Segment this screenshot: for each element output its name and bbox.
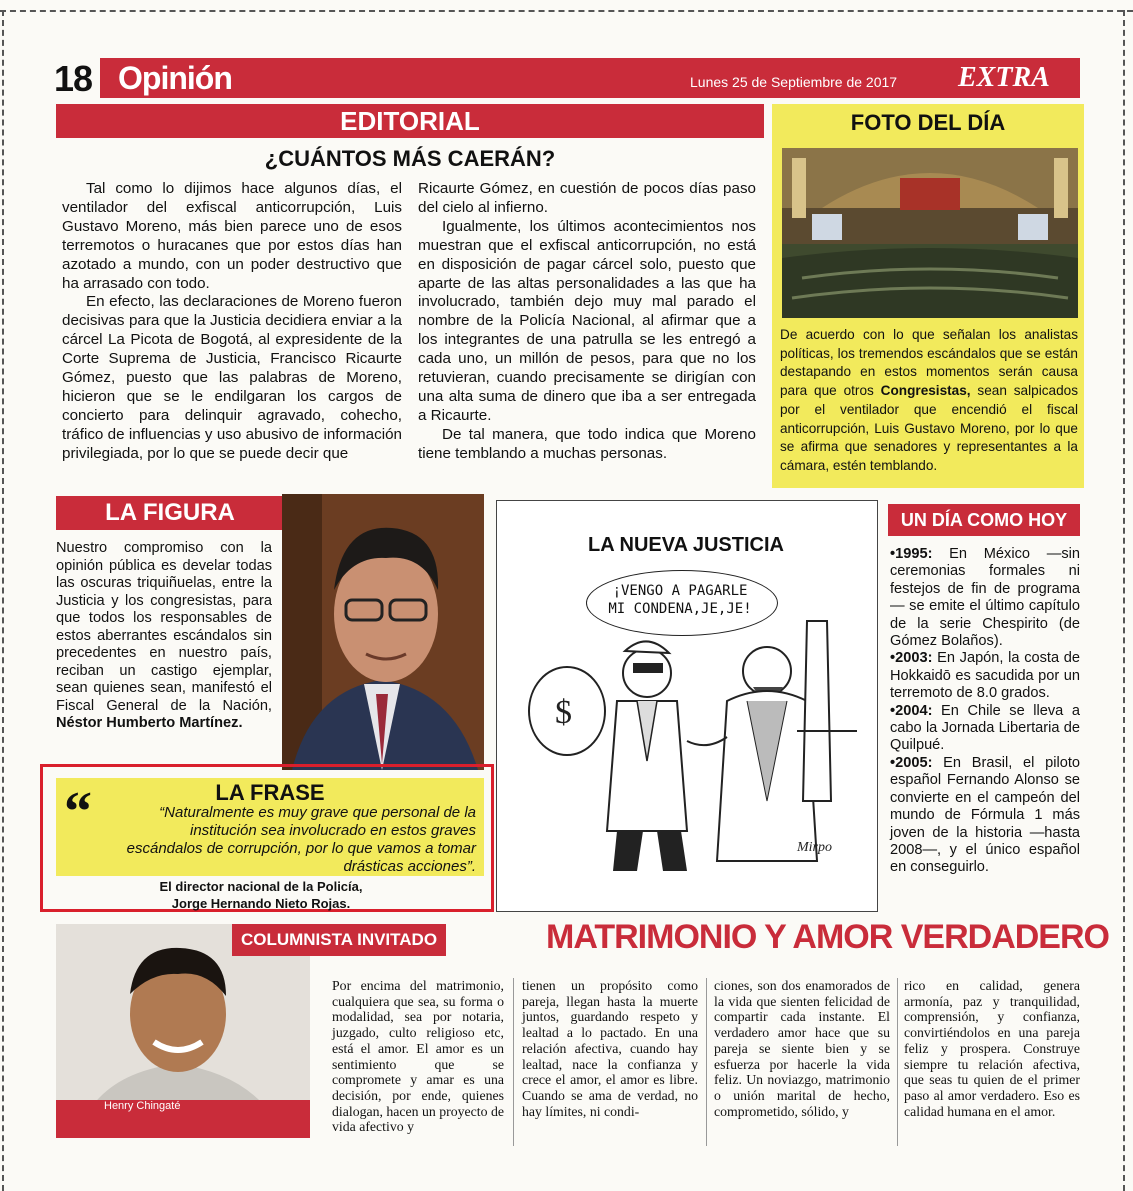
editorial-column-1 xyxy=(62,180,402,464)
editorial-paragraph: En efecto, las declaraciones de Moreno fueron decisivas para que la Justicia decidiera enviar a la cárcel La Picota de Bogotá, al expresidente de la Corte Suprema de Justicia, Francisco Ricaurte Gómez, puesto que las palabras de Moreno, hicieron que se le endilgaran los cargos de concierto para delinquir agravado, cohecho, tráfico de influencias y uso abusivo de información privilegiada, por lo que se puede decir que xyxy=(62,293,402,462)
la-frase-author-role: El director nacional de la Policía, xyxy=(159,879,363,894)
history-text: En México —sin ceremonias formales ni festejos de fin de programa— se emite el último capítulo de la serie Chespirito (de Gómez Bolaños). xyxy=(890,546,1080,650)
la-frase-author xyxy=(96,878,426,912)
date-line: Lunes 25 de Septiembre de 2017 xyxy=(690,74,898,90)
editorial-headline: ¿CUÁNTOS MÁS CAERÁN? xyxy=(264,146,556,171)
editorial-column-2 xyxy=(418,180,756,464)
caption-bold-text: Congresistas, xyxy=(880,383,971,399)
la-figura-label: LA FIGURA xyxy=(56,496,284,530)
attorney-general-portrait xyxy=(282,494,484,770)
un-dia-como-hoy-label: UN DÍA COMO HOY xyxy=(888,504,1080,536)
speech-bubble-text xyxy=(600,582,760,618)
history-text: En Brasil, el piloto español Fernando Alonso se convierte en el campeón del mundo de Fórmula 1 más joven de la historia —hasta 2008—, y el único español en conseguirlo. xyxy=(890,754,1080,876)
column-text-3: ciones, son dos enamorados de la vida que sienten felicidad de compartir cada instante. El verdadero amor hace que su pareja se siente bien y se esfuerza por hacerle la vida feliz. Un noviazgo, matrimonio o unión marital de hecho, comprometido, sólido, y xyxy=(714,978,890,1119)
column-text-1: Por encima del matrimonio, cualquiera que sea, su forma o modalidad, sea por notaria, juzgado, culto religioso etc, está el amor. El amor es un sentimiento que se compromete y amar es una decisión, por ende, quienes dialogan, hacen un proyecto de vida afectivo y xyxy=(332,978,505,1135)
svg-text:$: $ xyxy=(555,694,572,731)
la-figura-name: Néstor Humberto Martínez. xyxy=(56,715,243,731)
la-frase-label: LA FRASE xyxy=(215,780,325,805)
editorial-paragraph: Tal como lo dijimos hace algunos días, el ventilador del exfiscal anticorrupción, Luis Gustavo Moreno, más bien parece uno de esos terremotos o huracanes que por estos días han azotado a mundo, con un poder destructivo que ha arrasado con todo. xyxy=(62,180,402,292)
history-item xyxy=(890,703,1080,755)
la-figura-text xyxy=(56,540,272,733)
history-year: •1995: xyxy=(890,546,933,562)
history-text: En Chile se lleva a cabo la Jornada Libertaria de Quilpué. xyxy=(890,702,1080,754)
caption-text: sean salpicados por el ventilador que encendió el fiscal anticorrupción, Luis Gustavo Moreno, por lo que se afirma que senadores y representantes a la cámara, estén temblando. xyxy=(780,383,1078,473)
section-header-bar xyxy=(100,58,1080,98)
la-figura-body: Nuestro compromiso con la opinión pública es develar todas las oscuras triquiñuelas, entre la Justicia y los congresistas, para que todos los responsables de estos aberrantes escándalos sin precedentes en nuestro país, reciban un castigo ejemplar, sean quienes sean, manifestó el Fiscal General de la Nación, xyxy=(56,540,272,714)
speech-bubble-line: MI CONDENA,JE,JE! xyxy=(608,601,752,617)
column-text-4: rico en calidad, genera armonía, paz y tranquilidad, comprensión, y confianza, convirtiéndolos en una pareja feliz y prospera. Construye siempre tu relación afectiva, que seas tu quien de el primer paso al amor verdadero. Eso es calidad humana en el amor. xyxy=(904,978,1080,1119)
congress-chamber-photo xyxy=(782,148,1078,318)
la-frase-quote: “Naturalmente es muy grave que personal de la institución sea involucrado en estos graves escándalos de corrupción, por lo que vamos a tomar drásticas acciones”. xyxy=(126,804,476,875)
column-text-2: tienen un propósito como pareja, llegan hasta la muerte juntos, guardando respeto y lealtad a lo pactado. En una relación afectiva, cuando hay lealtad, nace la confianza y crece el amor, el amor es libre. Cuando se ama de verdad, no hay límites, ni condi- xyxy=(522,978,698,1119)
history-text: En Japón, la costa de Hokkaidō es sacudida por un terremoto de 8.0 grados. xyxy=(890,650,1080,702)
cartoon-frame xyxy=(496,500,878,912)
columnista-invitado-label: COLUMNISTA INVITADO xyxy=(232,924,446,956)
column-divider xyxy=(706,978,707,1146)
editorial-paragraph: Igualmente, los últimos acontecimientos nos muestran que el exfiscal anticorrupción, no está en disposición de pagar cárcel solo, puesto que aparte de las altas personalidades a las que ha involucrado, también dejo muy mal parado el nombre de la Policía Nacional, al afirmar que a los integrantes de una patrulla se les entregó a cada uno, un millón de pesos, para que no los retuvieran, cuando precisamente se dirigían con una alta suma de dinero que iba a ser entregada a Ricaurte. xyxy=(418,217,756,424)
column-divider xyxy=(897,978,898,1146)
history-year: •2004: xyxy=(890,702,933,719)
speech-bubble-line: ¡VENGO A PAGARLE xyxy=(612,583,748,599)
cut-line-top xyxy=(0,10,1133,12)
column-headline: MATRIMONIO Y AMOR VERDADERO xyxy=(546,918,1109,956)
history-item xyxy=(890,755,1080,877)
photo-of-the-day-label: FOTO DEL DÍA xyxy=(850,110,1006,135)
history-item xyxy=(890,546,1080,650)
cartoon-signature: Mirpo xyxy=(797,840,832,855)
history-year: •2003: xyxy=(890,650,933,667)
page-number: 18 xyxy=(54,58,93,99)
columnist-name: Henry Chingaté xyxy=(104,1100,181,1112)
editorial-paragraph: Ricaurte Gómez, en cuestión de pocos días paso del cielo al infierno. xyxy=(418,180,756,216)
editorial-label: EDITORIAL xyxy=(56,104,764,138)
cut-line-left xyxy=(2,10,4,1191)
history-item xyxy=(890,650,1080,702)
columnist-photo xyxy=(56,924,310,1138)
newspaper-logo: EXTRA xyxy=(958,62,1050,93)
editorial-paragraph: De tal manera, que todo indica que Moreno tiene temblando a muchas personas. xyxy=(418,425,756,462)
section-title: Opinión xyxy=(118,60,232,96)
caption-text: De acuerdo con lo que señalan los analistas políticas, los tremendos escándalos que se están destapando en estos momentos serán causa para que otros xyxy=(780,327,1078,399)
column-divider xyxy=(513,978,514,1146)
cartoon-title: LA NUEVA JUSTICIA xyxy=(588,534,784,556)
un-dia-como-hoy-list xyxy=(890,546,1080,877)
photo-of-the-day-caption xyxy=(780,326,1078,476)
la-frase-author-name: Jorge Hernando Nieto Rojas. xyxy=(171,896,351,911)
quote-icon: “ xyxy=(64,781,92,843)
history-year: •2005: xyxy=(890,754,933,771)
cut-line-right xyxy=(1123,10,1125,1191)
